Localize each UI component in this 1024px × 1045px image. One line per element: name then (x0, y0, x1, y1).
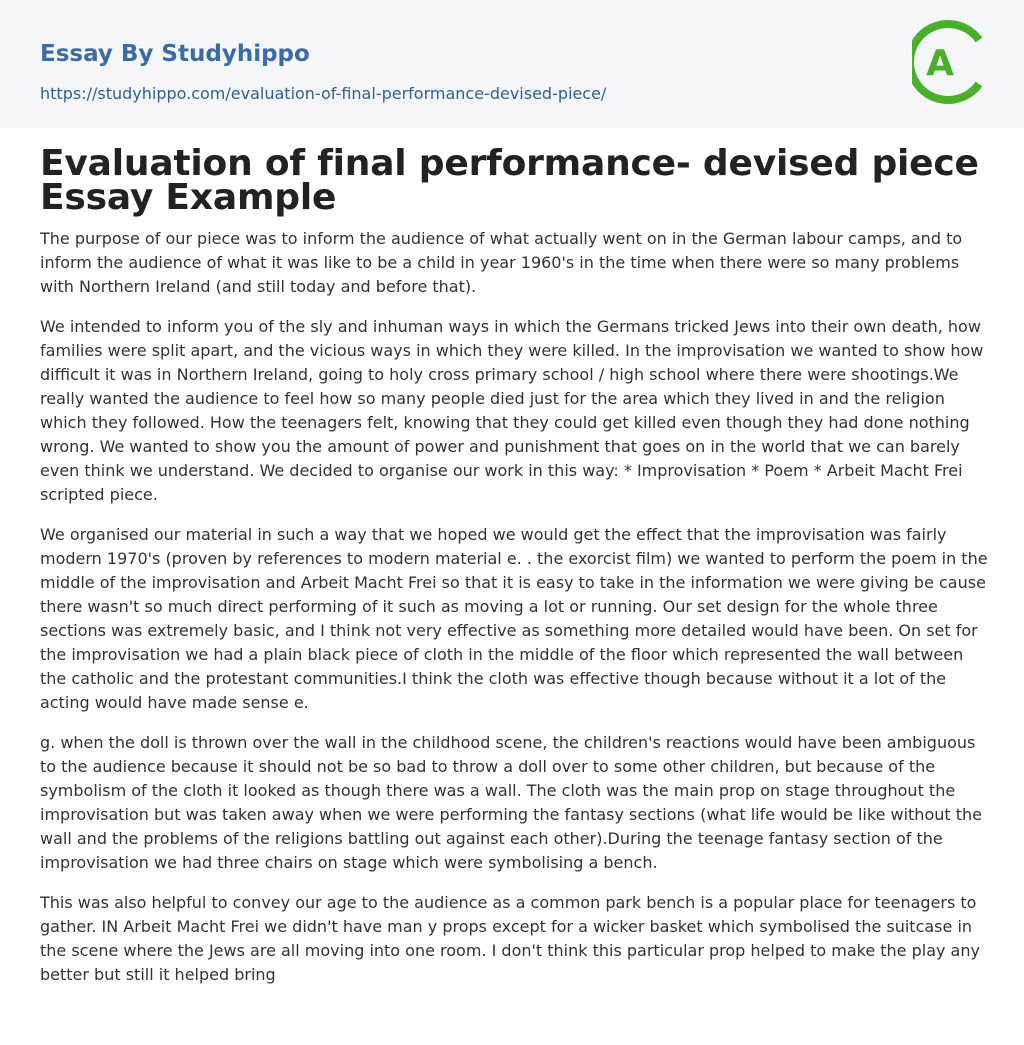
essay-paragraph: g. when the doll is thrown over the wall in the childhood scene, the children's reactions would have been ambiguous to the audience because it should not be so bad to throw a doll over to some other children, but because of the symbolism of the cloth it looked as though there was a wall. The cloth was the main prop on stage throughout the improvisation but was taken away when we were performing the fantasy sections (what life would be like without the wall and the problems of the religions battling out against each other).During the teenage fantasy section of the improvisation we had three chairs on stage which were symbolising a bench. (40, 733, 982, 872)
page-header (0, 0, 1024, 128)
site-brand[interactable]: Essay By Studyhippo (40, 41, 310, 67)
article-content (40, 143, 990, 987)
essay-url-link[interactable]: https://studyhippo.com/evaluation-of-final-performance-devised-piece/ (40, 84, 607, 103)
essay-paragraph: We intended to inform you of the sly and inhuman ways in which the Germans tricked Jews into their own death, how families were split apart, and the vicious ways in which they were killed. In the improvisation we wanted to show how difficult it was in Northern Ireland, going to holy cross primary school / high school where there were shootings.We really wanted the audience to feel how so many people died just for the area which they lived in and the religion which they followed. How the teenagers felt, knowing that they could get killed even though they had done nothing wrong. We wanted to show you the amount of power and punishment that goes on in the world that we can barely even think we understand. We decided to organise our work in this way: * Improvisation * Poem * Arbeit Macht Frei scripted piece. (40, 317, 984, 504)
essay-paragraph: We organised our material in such a way that we hoped we would get the effect that the improvisation was fairly modern 1970's (proven by references to modern material e. . the exorcist film) we wanted to perform the poem in the middle of the improvisation and Arbeit Macht Frei so that it is easy to take in the information we were giving be cause there wasn't so much direct performing of it such as moving a lot or running. Our set design for the whole three sections was extremely basic, and I think not very effective as something more detailed would have been. On set for the improvisation we had a plain black piece of cloth in the middle of the floor which represented the wall between the catholic and the protestant communities.I think the cloth was effective though because without it a lot of the acting would have made sense e. (40, 525, 988, 712)
essay-paragraph: The purpose of our piece was to inform the audience of what actually went on in the German labour camps, and to inform the audience of what it was like to be a child in year 1960's in the time when there were so many problems with Northern Ireland (and still today and before that). (40, 229, 963, 296)
page-title: Evaluation of final performance- devised piece Essay Example (40, 143, 979, 218)
logo-letter: A (926, 43, 954, 84)
essay-paragraph: This was also helpful to convey our age to the audience as a common park bench is a popular place for teenagers to gather. IN Arbeit Macht Frei we didn't have man y props except for a wicker basket which symbolised the suitcase in the scene where the Jews are all moving into one room. I don't think this particular prop helped to make the play any better but still it helped bring (40, 893, 980, 984)
studyhippo-logo-icon[interactable] (912, 19, 988, 105)
